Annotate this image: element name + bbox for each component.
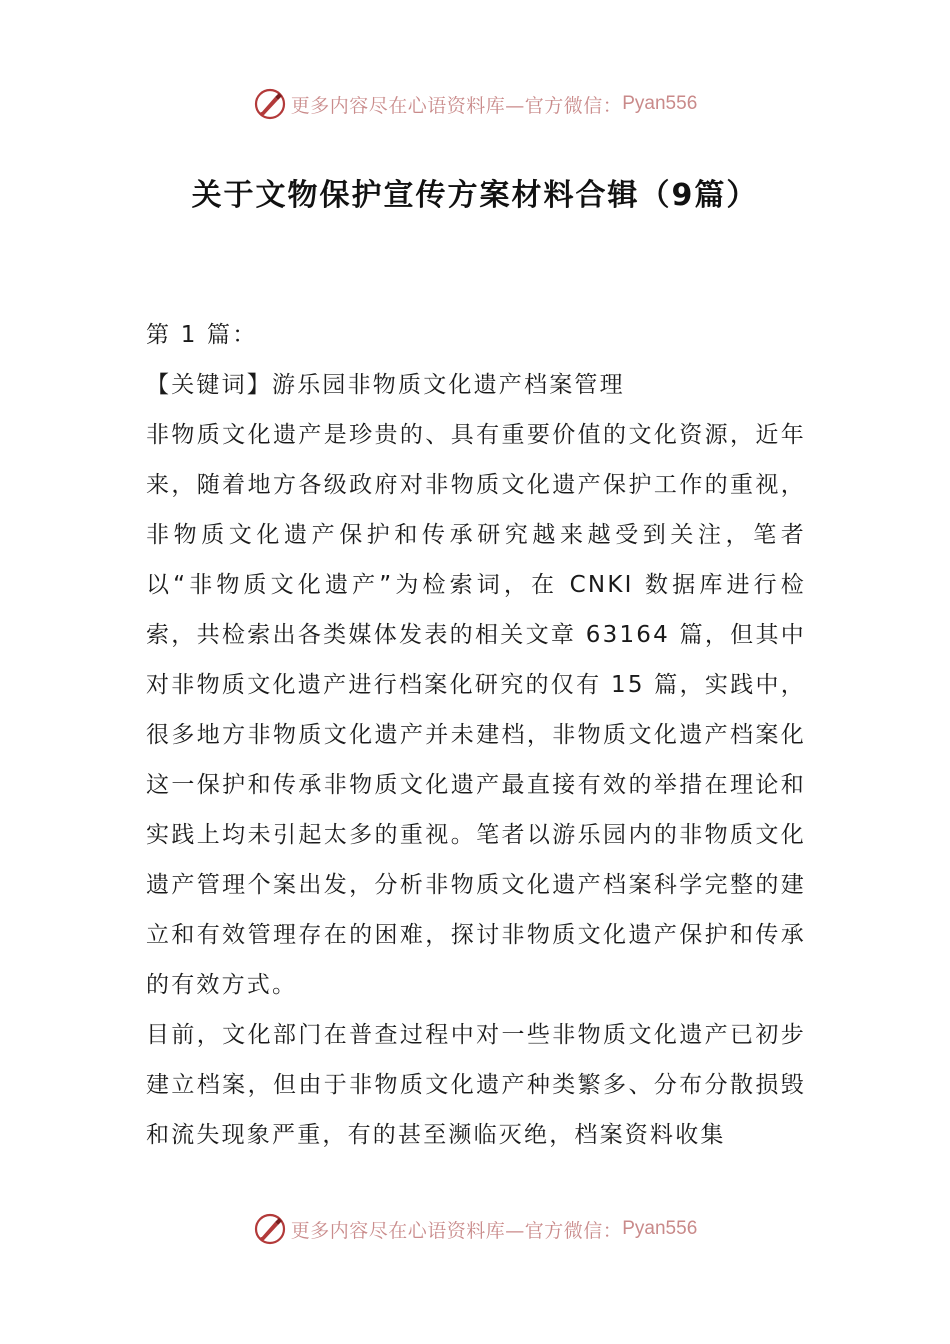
watermark-wechat-id: Pyan556 [622,93,698,114]
pen-circle-logo-icon [253,1212,287,1246]
watermark-wechat-id: Pyan556 [622,1218,698,1239]
paragraph: 非物质文化遗产是珍贵的、具有重要价值的文化资源，近年来，随着地方各级政府对非物质文化遗产保护工作的重视，非物质文化遗产保护和传承研究越来越受到关注，笔者以“非物质文化遗产”为检索词，在 CNKI 数据库进行检索，共检索出各类媒体发表的相关文章 63164 篇，但其中对非物质文化遗产进行档案化研究的仅有 15 篇，实践中，很多地方非物质文化遗产并未建档，非物质文化遗产档案化这一保护和传承非物质文化遗产最直接有效的举措在理论和实践上均未引起太多的重视。笔者以游乐园内的非物质文化遗产管理个案出发，分析非物质文化遗产档案科学完整的建立和有效管理存在的困难，探讨非物质文化遗产保护和传承的有效方式。 [146,422,806,998]
watermark-text: 更多内容尽在心语资料库—官方微信： [290,94,623,117]
document-body [146,310,806,1160]
paragraph: 目前，文化部门在普查过程中对一些非物质文化遗产已初步建立档案，但由于非物质文化遗产种类繁多、分布分散损毁和流失现象严重，有的甚至濒临灭绝，档案资料收集 [146,1022,806,1148]
watermark-banner-top [0,84,950,124]
watermark-banner-bottom [0,1209,950,1249]
document-title: 关于文物保护宣传方案材料合辑（9篇） [191,178,759,213]
watermark-text: 更多内容尽在心语资料库—官方微信： [290,1219,623,1242]
keywords-line: 【关键词】游乐园非物质文化遗产档案管理 [146,372,625,398]
pen-circle-logo-icon [253,87,287,121]
section-label: 第 1 篇： [146,322,258,348]
